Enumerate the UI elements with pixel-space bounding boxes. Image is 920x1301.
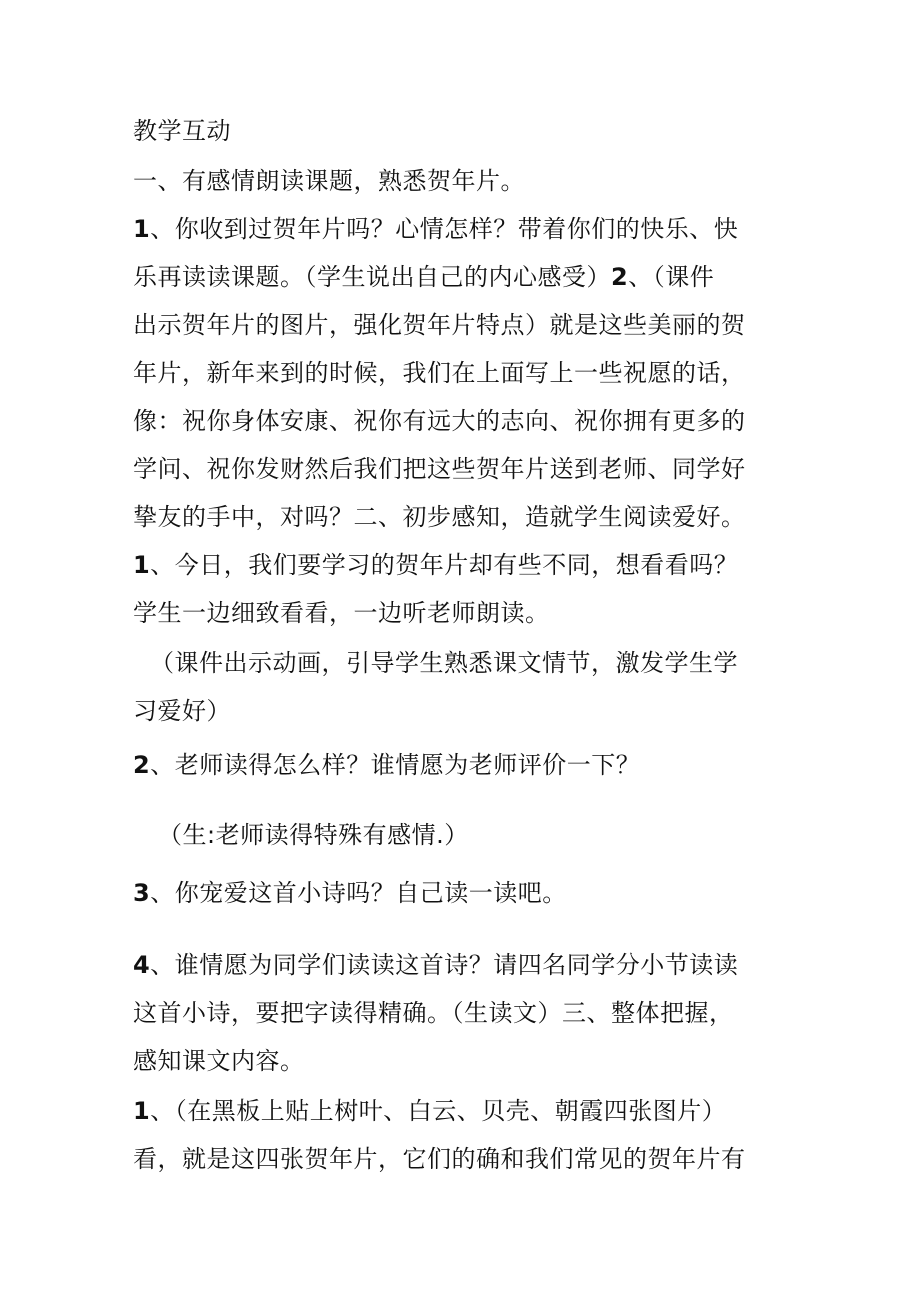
- paragraph-line: [133, 548, 738, 582]
- paragraph-line: 像：祝你身体安康、祝你有远大的志向、祝你拥有更多的: [133, 407, 746, 435]
- line-text: 、谁情愿为同学们读读这首诗？请四名同学分小节读读: [150, 951, 739, 979]
- paragraph-line: 学生一边细致看看，一边听老师朗读。: [133, 599, 550, 627]
- paragraph-line: [133, 948, 738, 982]
- paragraph-line: 挚友的手中，对吗？二、初步感知，造就学生阅读爱好。: [133, 503, 746, 531]
- paragraph-line: [133, 748, 640, 782]
- paragraph-line: [133, 876, 567, 910]
- line-text: 、你收到过贺年片吗？心情怎样？带着你们的快乐、快: [150, 215, 739, 243]
- line-text: 、今日，我们要学习的贺年片却有些不同，想看看吗？: [150, 551, 739, 579]
- paragraph-line: （生:老师读得特殊有感情.）: [158, 821, 469, 849]
- paragraph-line: [133, 1094, 726, 1128]
- paragraph-line: [133, 260, 714, 294]
- paragraph-line: 看，就是这四张贺年片，它们的确和我们常见的贺年片有: [133, 1145, 746, 1173]
- item-number: 3: [133, 879, 151, 907]
- item-number: 4: [133, 951, 151, 979]
- line-text: 、（在黑板上贴上树叶、白云、贝壳、朝霞四张图片）: [150, 1097, 727, 1125]
- paragraph-line: 学问、祝你发财然后我们把这些贺年片送到老师、同学好: [133, 455, 746, 483]
- item-number: 1: [133, 215, 151, 243]
- paragraph-line: [133, 212, 738, 246]
- item-number: 2: [611, 263, 629, 291]
- paragraph-line: 年片，新年来到的时候，我们在上面写上一些祝愿的话，: [133, 359, 746, 387]
- paragraph-line: 习爱好）: [133, 697, 231, 725]
- item-number: 1: [133, 551, 151, 579]
- item-number: 1: [133, 1097, 151, 1125]
- line-text: 、（课件: [628, 263, 715, 291]
- line-text: 、老师读得怎么样？谁情愿为老师评价一下？: [150, 751, 641, 779]
- item-number: 2: [133, 751, 151, 779]
- line-text: 乐再读读课题。（学生说出自己的内心感受）: [133, 263, 611, 291]
- section-heading-1: 一、有感情朗读课题，熟悉贺年片。: [133, 167, 525, 195]
- paragraph-line: 出示贺年片的图片，强化贺年片特点）就是这些美丽的贺: [133, 311, 746, 339]
- document-heading: 教学互动: [133, 117, 231, 145]
- paragraph-line: 感知课文内容。: [133, 1047, 305, 1075]
- paragraph-line: 这首小诗，要把字读得精确。（生读文）三、整体把握，: [133, 999, 734, 1027]
- paragraph-line: （课件出示动画，引导学生熟悉课文情节，激发学生学: [150, 649, 738, 677]
- line-text: 、你宠爱这首小诗吗？自己读一读吧。: [150, 879, 567, 907]
